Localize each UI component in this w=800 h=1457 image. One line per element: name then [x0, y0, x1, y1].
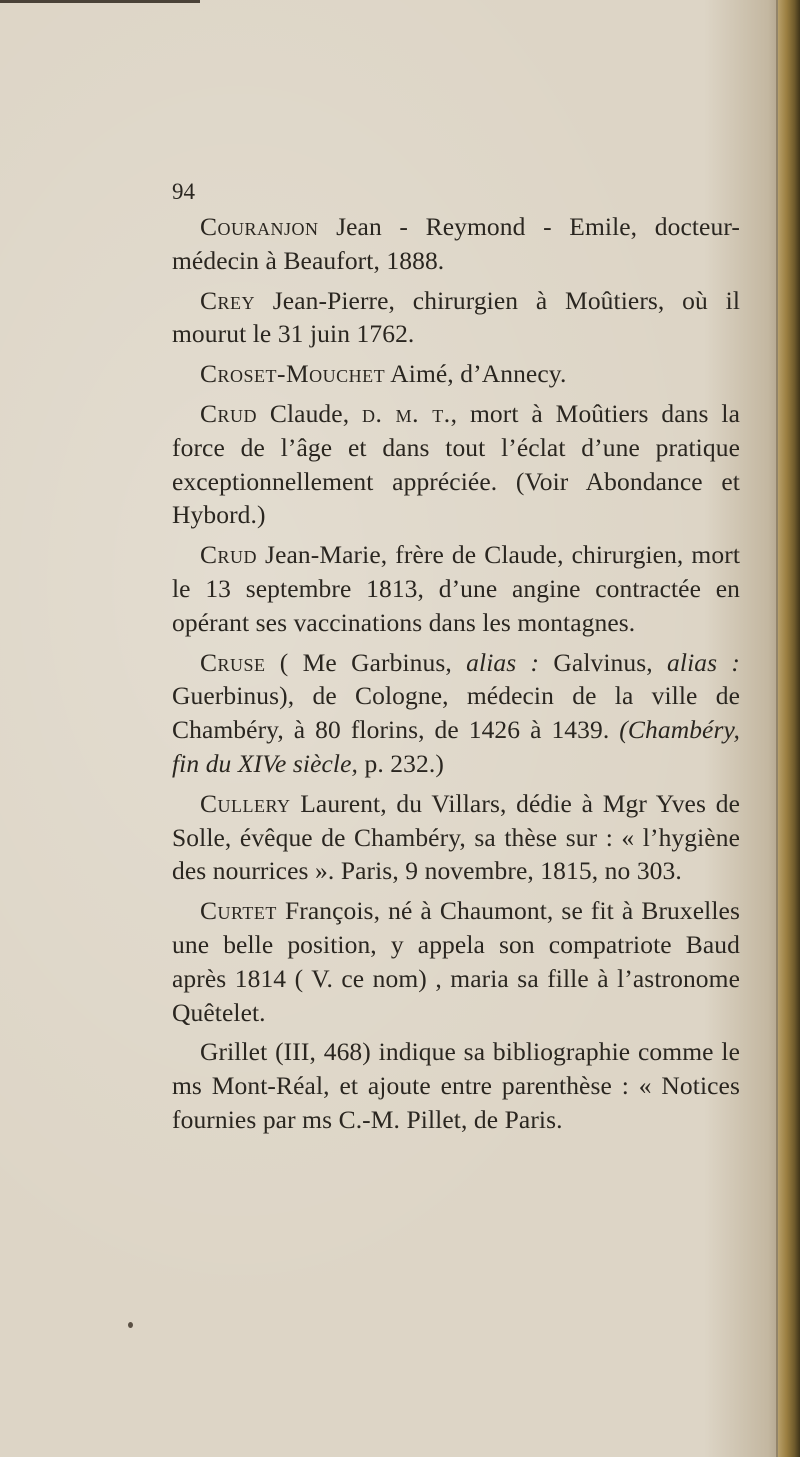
entry-surname: Crey: [200, 285, 256, 315]
entry-text: Jean - Reymond - Emile, docteur-médecin à Beaufort, 1888.: [172, 212, 740, 275]
entry-cruse: [172, 646, 740, 781]
entry-text: François, né à Chaumont, se fit à Bruxelles une belle position, y appela son compatriote Baud après 1814 ( V. ce nom) , maria sa fille à l’astronome Quêtelet.: [172, 896, 740, 1027]
entry-crey: [172, 284, 740, 352]
entry-cullery: [172, 787, 740, 888]
entry-text-part-3: Guerbinus), de Cologne, médecin de la ville de Chambéry, à 80 florins, de 1426 à 1439.: [172, 681, 740, 745]
entry-surname: Crud: [200, 540, 258, 570]
entry-surname: Cullery: [200, 788, 291, 818]
entry-surname: Croset-Mouchet: [200, 359, 386, 389]
entry-text: Laurent, du Villars, dédie à Mgr Yves de Solle, évêque de Chambéry, sa thèse sur : « l’hygiène des nourrices ». Paris, 9 novembre, 1815, no 303.: [172, 788, 740, 886]
entry-surname: Crud: [200, 398, 258, 428]
entry-text: Aimé, d’Annecy.: [385, 359, 567, 389]
entry-crud-claude: [172, 397, 740, 532]
entry-text: Grillet (III, 468) indique sa bibliographie comme le ms Mont-Réal, et ajoute entre parenthèse : « Notices fournies par ms C.-M. Pillet, de Paris.: [172, 1037, 740, 1134]
entry-croset-mouchet: [172, 357, 740, 391]
page-number: 94: [172, 179, 195, 204]
entry-italic-citation: (Chambéry, fin du XIVe siècle,: [172, 715, 740, 778]
entry-italic-alias-2: alias :: [667, 647, 740, 677]
entry-curtet: [172, 894, 740, 1029]
entry-surname: Cruse: [200, 647, 266, 677]
entry-text-part-4: p. 232.): [358, 748, 444, 778]
entry-title-abbreviation: d. m. t.: [362, 398, 451, 428]
entry-text-part-1: ( Me Garbinus,: [265, 647, 467, 677]
entry-text: Jean-Pierre, chirurgien à Moûtiers, où il mourut le 31 juin 1762.: [172, 285, 740, 349]
entry-crud-jean-marie: [172, 538, 740, 639]
entry-text: Claude,: [257, 398, 363, 428]
entry-surname: Couranjon: [200, 212, 319, 241]
entry-text-continued: , mort à Moûtiers dans la force de l’âge et dans tout l’éclat d’une pratique exceptionnellement appréciée. (Voir Abondance et Hybord.): [172, 398, 741, 530]
entry-text-part-2: Galvinus,: [539, 647, 668, 677]
entry-grillet-note: [172, 1035, 740, 1136]
book-binding: [778, 0, 800, 1457]
entry-surname: Curtet: [200, 896, 277, 926]
document-page: [172, 176, 740, 1143]
page-top-edge: [0, 0, 200, 3]
entry-couranjon: [172, 210, 740, 278]
entry-italic-alias-1: alias :: [466, 647, 540, 677]
paper-speck: [128, 1322, 133, 1328]
entry-text: Jean-Marie, frère de Claude, chirurgien, mort le 13 septembre 1813, d’une angine contractée en opérant ses vaccinations dans les montagnes.: [172, 540, 740, 637]
